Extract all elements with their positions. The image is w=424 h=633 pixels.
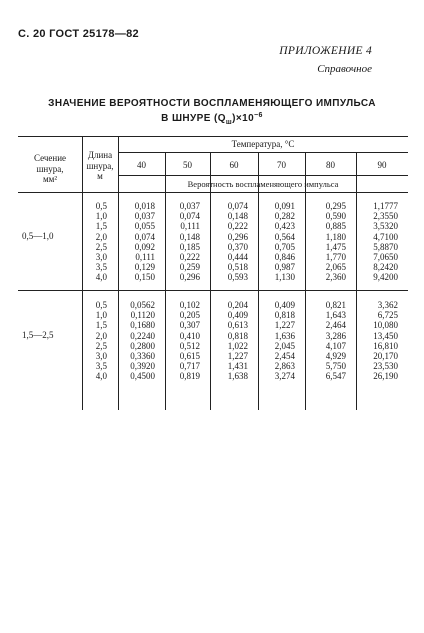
page-header: С. 20 ГОСТ 25178—82 [18,28,139,40]
col-divider [118,136,119,410]
table-title: ЗНАЧЕНИЕ ВЕРОЯТНОСТИ ВОСПЛАМЕНЯЮЩЕГО ИМПУЛЬСА [48,98,376,109]
length-value: 1,0 [95,211,107,222]
data-cell: 2,454 [274,351,295,362]
temperature-value: 50 [183,160,192,170]
data-cell: 0,037 [179,201,200,211]
data-cell: 0,259 [179,262,200,273]
data-cell: 0,819 [179,371,200,382]
col-divider [210,152,211,410]
length-header-line: м [97,171,103,181]
length-column [82,201,107,283]
section-range: 1,5—2,5 [22,330,54,340]
data-cell: 0,564 [274,231,295,242]
subtitle-exp: −6 [254,112,263,119]
data-cell: 0,613 [227,320,248,331]
data-cell: 1,770 [325,252,346,263]
temperature-rule [118,152,408,153]
data-cell: 0,590 [325,211,346,222]
data-cell: 0,4500 [130,371,155,382]
data-cell: 4,107 [325,340,346,351]
data-cell: 9,4200 [373,272,398,283]
data-column [214,300,248,382]
length-value: 1,5 [95,221,107,232]
data-cell: 8,2420 [373,262,398,273]
data-cell: 2,045 [274,340,295,351]
data-cell: 1,638 [227,371,248,382]
group-divider-rule [18,290,408,291]
data-cell: 5,8870 [373,241,398,252]
table-subtitle [0,112,424,126]
data-column [309,300,346,382]
data-cell: 4,929 [325,351,346,362]
data-cell: 1,643 [325,310,346,321]
data-cell: 0,222 [227,221,248,232]
temperature-value: 60 [229,160,239,170]
data-cell: 2,464 [325,320,346,331]
temperature-value: 40 [137,160,146,170]
data-cell: 1,1777 [373,201,398,211]
col-divider [165,152,166,410]
length-value: 2,5 [95,340,107,351]
data-column [122,300,155,382]
data-cell: 0,615 [179,351,200,362]
temperature-value: 70 [277,160,286,170]
data-cell: 0,0562 [130,300,155,310]
data-column [262,201,295,283]
data-column [122,201,155,283]
data-cell: 26,190 [373,371,398,382]
data-cell: 1,636 [274,330,295,341]
section-header-line: Сечение [33,153,67,163]
data-cell: 0,148 [227,211,248,222]
data-cell: 0,409 [274,300,295,310]
data-cell: 0,148 [179,231,200,242]
data-cell: 0,018 [134,201,155,211]
col-divider [305,152,306,410]
temperature-header: Температура, °С [231,139,295,149]
data-cell: 0,987 [274,262,295,273]
length-value: 2,0 [95,330,107,341]
data-cell: 0,074 [179,211,200,222]
length-header [82,150,118,182]
header-bottom-rule [18,192,408,193]
data-cell: 0,055 [134,221,155,232]
data-cell: 0,129 [134,262,155,273]
data-cell: 0,2800 [130,340,155,351]
data-cell: 1,475 [325,241,346,252]
data-cell: 20,170 [373,351,398,362]
data-cell: 0,444 [227,252,248,263]
data-cell: 0,423 [274,221,295,232]
length-column [82,300,107,382]
data-cell: 2,065 [325,262,346,273]
subtitle-sub: ш [225,119,233,126]
length-value: 2,0 [95,231,107,242]
data-cell: 3,362 [377,300,398,310]
section-header [18,153,82,185]
data-cell: 3,286 [325,330,346,341]
data-cell: 2,360 [325,272,346,283]
data-cell: 0,370 [227,241,248,252]
data-column [360,300,398,382]
data-cell: 1,227 [274,320,295,331]
section-range: 0,5—1,0 [22,231,54,241]
subtitle-prefix: В ШНУРЕ (Q [161,113,226,124]
temperature-value: 90 [377,160,387,170]
data-column [262,300,295,382]
data-cell: 0,091 [274,201,295,211]
length-value: 0,5 [95,201,107,211]
length-value: 3,5 [95,361,107,372]
data-cell: 0,111 [135,252,155,263]
data-cell: 1,227 [227,351,248,362]
data-cell: 23,530 [373,361,398,372]
data-cell: 0,295 [325,201,346,211]
table-top-rule [18,136,408,137]
data-cell: 0,3920 [130,361,155,372]
length-value: 4,0 [95,272,107,283]
data-cell: 0,518 [227,262,248,273]
data-cell: 0,2240 [130,330,155,341]
length-value: 2,5 [95,241,107,252]
data-cell: 0,1120 [130,310,155,321]
data-cell: 3,274 [274,371,295,382]
subtitle-mid: )×10 [232,113,255,124]
data-column [169,300,200,382]
data-cell: 10,080 [373,320,398,331]
probability-rule [118,175,408,176]
data-cell: 0,409 [227,310,248,321]
data-cell: 0,111 [180,221,200,232]
data-cell: 6,547 [325,371,346,382]
data-cell: 0,296 [179,272,200,283]
data-column [169,201,200,283]
data-cell: 1,022 [227,340,248,351]
data-cell: 0,821 [325,300,346,310]
col-divider [258,152,259,410]
temperature-value: 80 [326,160,335,170]
length-value: 4,0 [95,371,107,382]
data-cell: 0,150 [134,272,155,283]
appendix-type: Справочное [317,63,372,75]
data-cell: 0,296 [227,231,248,242]
data-cell: 0,205 [179,310,200,321]
data-cell: 4,7100 [373,231,398,242]
length-value: 3,5 [95,262,107,273]
length-value: 1,5 [95,320,107,331]
data-cell: 0,717 [179,361,200,372]
data-cell: 5,750 [325,361,346,372]
data-cell: 0,818 [227,330,248,341]
data-cell: 3,5320 [373,221,398,232]
data-cell: 7,0650 [373,252,398,263]
data-column [360,201,398,283]
data-cell: 0,185 [179,241,200,252]
data-cell: 0,074 [227,201,248,211]
data-cell: 0,818 [274,310,295,321]
data-cell: 0,846 [274,252,295,263]
length-value: 1,0 [95,310,107,321]
length-header-line: Длина [87,150,113,160]
data-cell: 0,282 [274,211,295,222]
data-cell: 0,512 [179,340,200,351]
data-cell: 0,3360 [130,351,155,362]
length-value: 0,5 [95,300,107,310]
length-value: 3,0 [95,252,107,263]
data-cell: 1,431 [227,361,248,372]
data-column [309,201,346,283]
length-value: 3,0 [95,351,107,362]
data-cell: 0,102 [179,300,200,310]
data-cell: 0,092 [134,241,155,252]
section-header-line: мм² [42,174,58,184]
section-header-line: шнура, [36,163,64,174]
data-cell: 0,307 [179,320,200,331]
data-cell: 0,204 [227,300,248,310]
data-cell: 1,180 [325,231,346,242]
data-cell: 2,863 [274,361,295,372]
data-cell: 16,810 [373,340,398,351]
data-cell: 6,725 [377,310,398,321]
probability-header: Вероятность воспламеняющего импульса [187,179,339,189]
appendix-title: ПРИЛОЖЕНИЕ 4 [279,45,372,57]
col-divider [356,152,357,410]
data-cell: 0,410 [179,330,200,341]
data-cell: 0,885 [325,221,346,232]
data-cell: 1,130 [274,272,295,283]
data-cell: 0,1680 [130,320,155,331]
data-cell: 13,450 [373,330,398,341]
data-cell: 0,037 [134,211,155,222]
data-cell: 0,593 [227,272,248,283]
data-cell: 0,705 [274,241,295,252]
data-cell: 0,222 [179,252,200,263]
data-cell: 2,3550 [373,211,398,222]
length-header-line: шнура, [86,160,114,171]
data-column [214,201,248,283]
data-cell: 0,074 [134,231,155,242]
